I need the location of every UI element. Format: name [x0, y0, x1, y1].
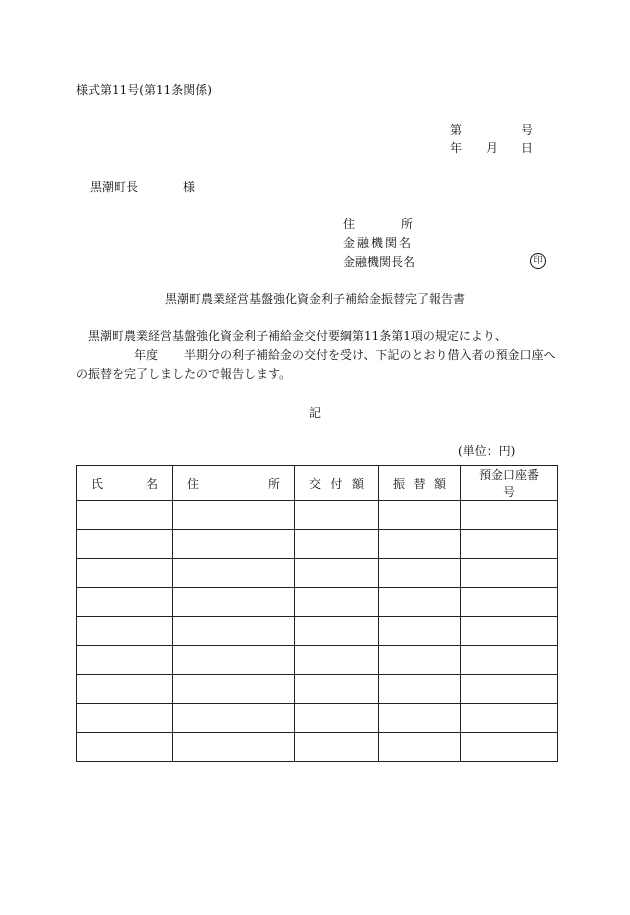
table-cell[interactable]	[379, 646, 461, 675]
table-cell[interactable]	[461, 588, 558, 617]
table-cell[interactable]	[77, 675, 173, 704]
table-row	[77, 646, 558, 675]
table-cell[interactable]	[77, 588, 173, 617]
table-cell[interactable]	[173, 733, 295, 762]
body-paragraph	[76, 327, 558, 384]
table-body	[77, 501, 558, 762]
table-cell[interactable]	[295, 675, 379, 704]
table-cell[interactable]	[77, 559, 173, 588]
header-transfer-amount	[379, 466, 461, 501]
header-grant-right: 額	[351, 476, 364, 491]
table-row	[77, 617, 558, 646]
header-address-right: 所	[267, 476, 280, 491]
sender-address-label-1: 住	[343, 217, 356, 231]
table-header-row	[77, 466, 558, 501]
addressee-name: 黒潮町長	[90, 180, 139, 194]
table-cell[interactable]	[173, 704, 295, 733]
table-cell[interactable]	[173, 646, 295, 675]
table-cell[interactable]	[461, 704, 558, 733]
table-cell[interactable]	[77, 646, 173, 675]
table-cell[interactable]	[379, 704, 461, 733]
header-name	[77, 466, 173, 501]
body-text-part-1: 黒潮町農業経営基盤強化資金利子補給金交付要綱第11条第1項の規定により、	[88, 329, 507, 343]
document-number-suffix: 号	[521, 123, 534, 137]
header-grant-left: 交	[309, 476, 322, 491]
table-row	[77, 588, 558, 617]
table-cell[interactable]	[379, 588, 461, 617]
header-transfer-right: 額	[433, 476, 446, 491]
table-row	[77, 530, 558, 559]
ki-marker: 記	[308, 406, 321, 420]
table-cell[interactable]	[295, 530, 379, 559]
table-cell[interactable]	[461, 675, 558, 704]
table-cell[interactable]	[461, 559, 558, 588]
table-cell[interactable]	[295, 501, 379, 530]
table-cell[interactable]	[77, 733, 173, 762]
header-address	[173, 466, 295, 501]
table-cell[interactable]	[173, 675, 295, 704]
form-number: 様式第11号(第11条関係)	[76, 83, 212, 97]
table-cell[interactable]	[461, 733, 558, 762]
table-cell[interactable]	[173, 588, 295, 617]
table-cell[interactable]	[173, 501, 295, 530]
table-row	[77, 559, 558, 588]
table-cell[interactable]	[461, 617, 558, 646]
document-number-prefix: 第	[450, 123, 463, 137]
document-title: 黒潮町農業経営基盤強化資金利子補給金振替完了報告書	[164, 292, 465, 306]
table-cell[interactable]	[173, 530, 295, 559]
table-cell[interactable]	[461, 530, 558, 559]
table-row	[77, 675, 558, 704]
table-cell[interactable]	[295, 588, 379, 617]
table-cell[interactable]	[461, 646, 558, 675]
table-cell[interactable]	[379, 530, 461, 559]
table-cell[interactable]	[295, 733, 379, 762]
table-cell[interactable]	[379, 617, 461, 646]
header-grant-mid: 付	[330, 476, 343, 491]
header-transfer-mid: 替	[413, 476, 426, 491]
table-cell[interactable]	[77, 530, 173, 559]
header-grant-amount	[295, 466, 379, 501]
report-table	[76, 465, 558, 762]
sender-representative-label: 金融機関長名	[343, 255, 416, 269]
table-cell[interactable]	[379, 501, 461, 530]
date-year: 年	[450, 141, 463, 155]
table-cell[interactable]	[295, 617, 379, 646]
body-text-part-3: 半期分の利子補給金の交付を受け、下記のとおり借入者の預金口座への振替を完了しましたので報告します。	[76, 348, 556, 381]
table-cell[interactable]	[295, 704, 379, 733]
table-cell[interactable]	[77, 704, 173, 733]
table-cell[interactable]	[379, 675, 461, 704]
addressee-honorific: 様	[183, 180, 196, 194]
seal-mark: 印	[530, 253, 546, 269]
header-account-text: 預金口座番号	[478, 468, 539, 499]
table-row	[77, 733, 558, 762]
table-row	[77, 501, 558, 530]
table-cell[interactable]	[379, 733, 461, 762]
table-cell[interactable]	[295, 559, 379, 588]
table-row	[77, 704, 558, 733]
header-address-left: 住	[187, 476, 200, 491]
date-month: 月	[486, 141, 499, 155]
table-cell[interactable]	[461, 501, 558, 530]
header-name-left: 氏	[91, 476, 104, 491]
sender-institution-label: 金融機関名	[343, 236, 414, 250]
date-day: 日	[521, 141, 534, 155]
table-cell[interactable]	[173, 617, 295, 646]
table-cell[interactable]	[295, 646, 379, 675]
unit-label: (単位：円)	[458, 444, 516, 458]
header-account-number	[461, 466, 558, 501]
table-cell[interactable]	[77, 617, 173, 646]
sender-address-label-2: 所	[401, 217, 414, 231]
header-name-right: 名	[145, 476, 158, 491]
table-cell[interactable]	[77, 501, 173, 530]
body-text-part-2: 年度	[134, 348, 159, 362]
table-cell[interactable]	[379, 559, 461, 588]
header-transfer-left: 振	[393, 476, 406, 491]
table-cell[interactable]	[173, 559, 295, 588]
